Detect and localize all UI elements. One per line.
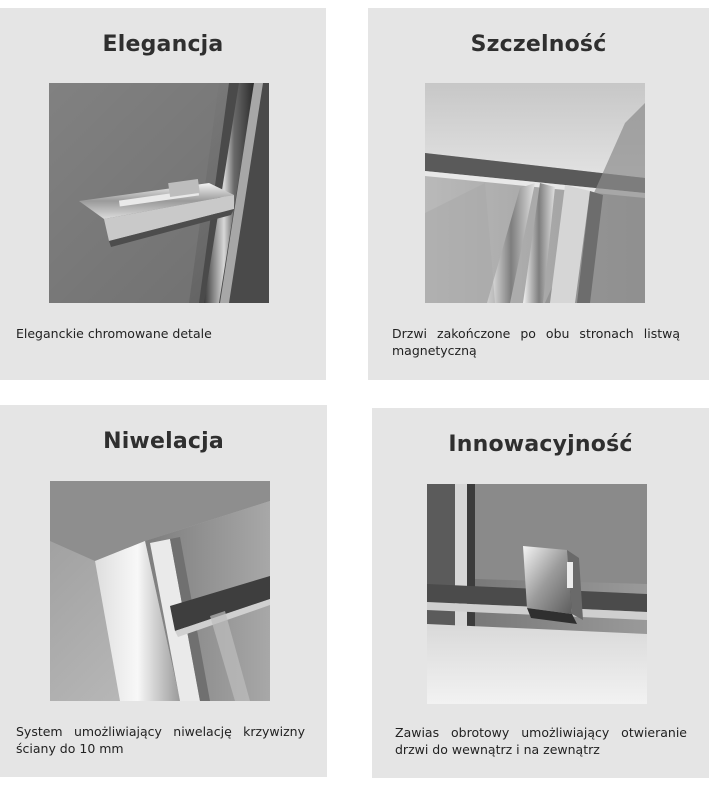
feature-card-innovation [372, 408, 709, 778]
feature-title: Elegancja [102, 32, 224, 57]
feature-description: Drzwi zakończone po obu stronach listwą magnetyczną [392, 326, 680, 358]
feature-title: Niwelacja [103, 429, 224, 454]
magnetic-strip-photo [425, 83, 645, 303]
pivot-hinge-photo [427, 484, 647, 704]
feature-card-elegance [0, 8, 326, 380]
feature-title: Szczelność [470, 32, 607, 57]
chrome-handle-photo [49, 83, 269, 303]
wall-profile-photo [50, 481, 270, 701]
feature-card-leveling [0, 405, 327, 777]
feature-card-seal [368, 8, 709, 380]
feature-title: Innowacyjność [448, 432, 633, 457]
feature-description: Eleganckie chromowane detale [16, 326, 212, 341]
feature-description: Zawias obrotowy umożliwiający otwieranie drzwi do wewnątrz i na zewnątrz [395, 725, 687, 757]
feature-description: System umożliwiający niwelację krzywizny ściany do 10 mm [16, 724, 305, 756]
